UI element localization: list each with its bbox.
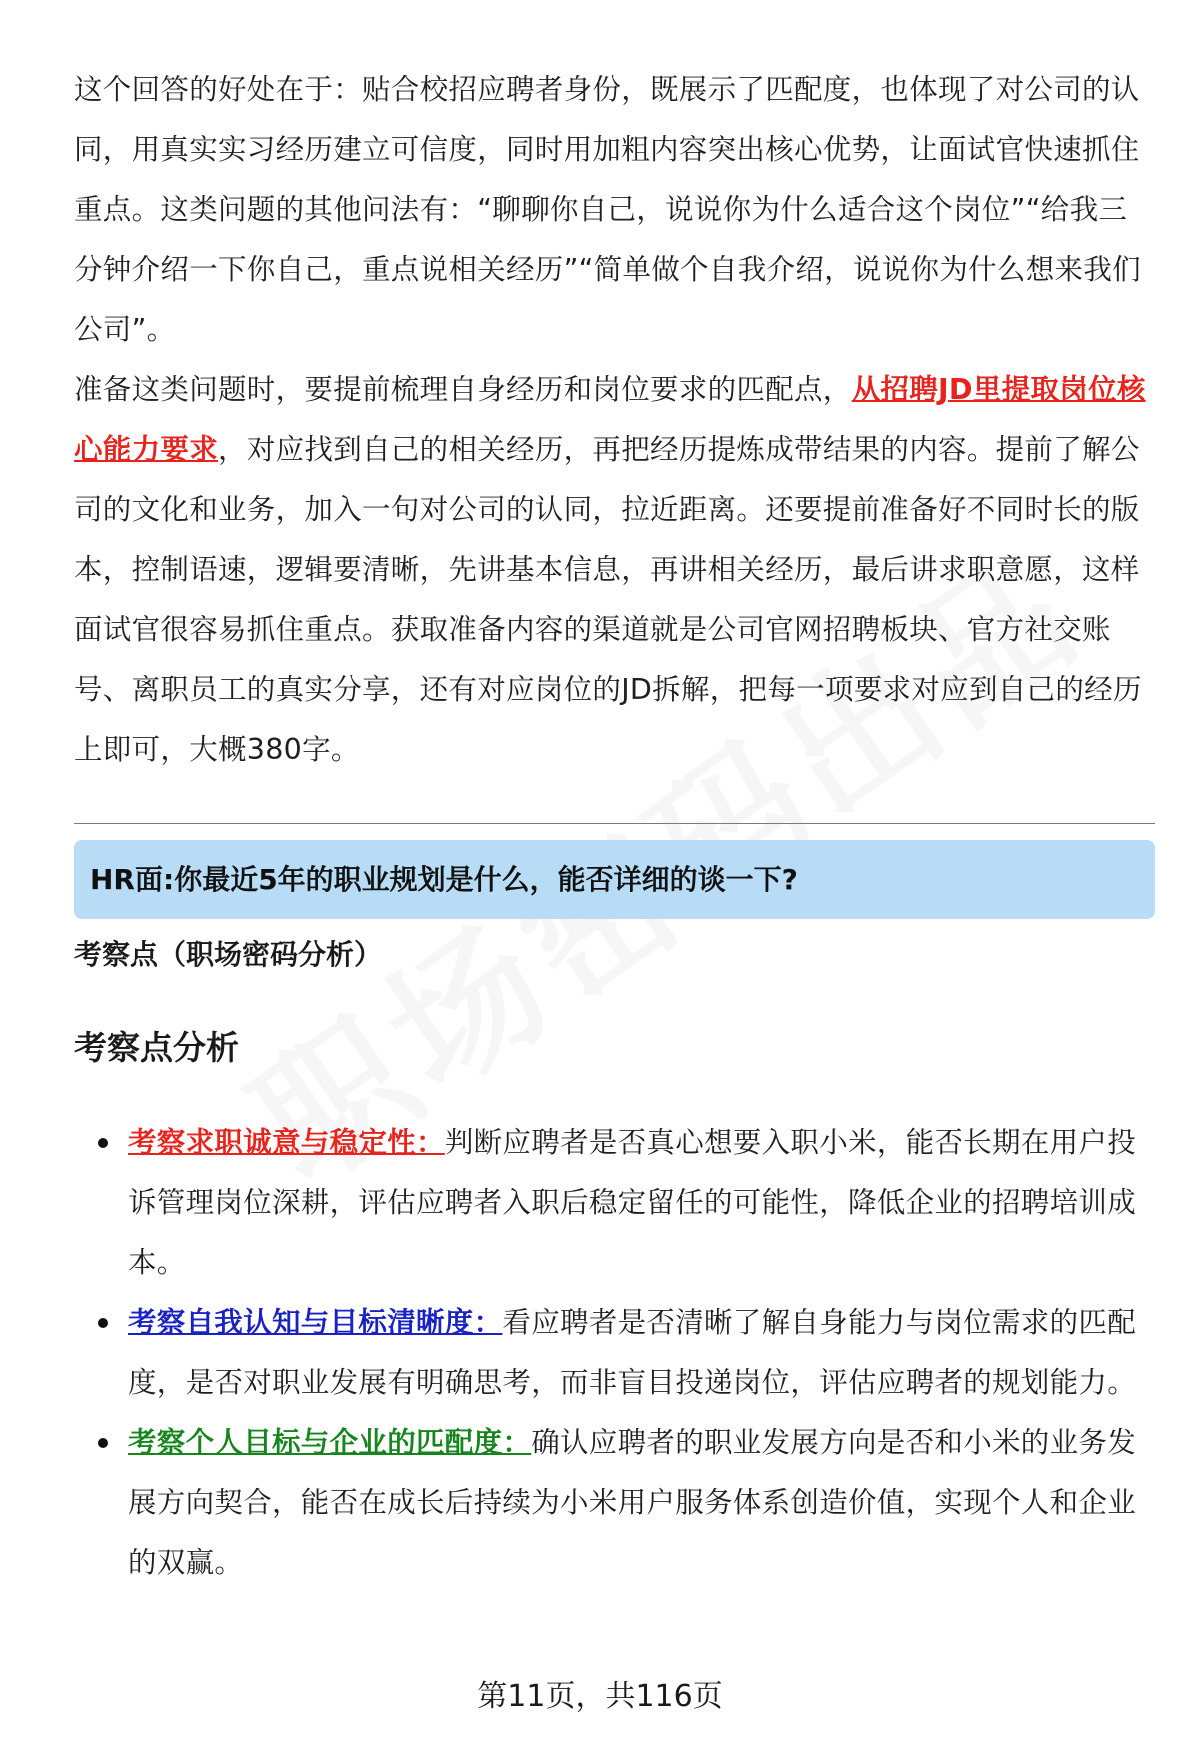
page-number-footer: 第11页，共116页 <box>477 1679 723 1714</box>
section-title: 考察点分析 <box>74 1028 239 1067</box>
bullet-dot <box>98 1438 108 1448</box>
preparation-paragraph <box>74 360 1154 780</box>
interview-question: HR面:你最近5年的职业规划是什么，能否详细的谈一下? <box>90 863 798 896</box>
bullet-text: 判断应聘者是否真心想要入职小米，能否长期在用户投诉管理岗位深耕，评估应聘者入职后稳定留任的可能性，降低企业的招聘培训成本。 <box>128 1126 1137 1279</box>
list-item <box>128 1113 1138 1293</box>
highlighted-key-phrase: 从招聘JD里提取岗位核心能力要求 <box>74 373 1146 466</box>
list-item <box>128 1413 1138 1593</box>
bullet-dot <box>98 1138 108 1148</box>
preparation-text-after: ，对应找到自己的相关经历，再把经历提炼成带结果的内容。提前了解公司的文化和业务，加入一句对公司的认同，拉近距离。还要提前准备好不同时长的版本，控制语速，逻辑要清晰，先讲基本信息，再讲相关经历，最后讲求职意愿，这样面试官很容易抓住重点。获取准备内容的渠道就是公司官网招聘板块、官方社交账号、离职员工的真实分享，还有对应岗位的JD拆解，把每一项要求对应到自己的经历上即可，大概380字。 <box>74 433 1142 766</box>
answer-analysis-paragraph: 这个回答的好处在于：贴合校招应聘者身份，既展示了匹配度，也体现了对公司的认同，用真实实习经历建立可信度，同时用加粗内容突出核心优势，让面试官快速抓住重点。这类问题的其他问法有：“聊聊你自己，说说你为什么适合这个岗位”“给我三分钟介绍一下你自己，重点说相关经历”“简单做个自我介绍，说说你为什么想来我们公司”。 <box>74 73 1141 346</box>
list-item <box>128 1293 1138 1413</box>
bullet-text: 看应聘者是否清晰了解自身能力与岗位需求的匹配度，是否对职业发展有明确思考，而非盲目投递岗位，评估应聘者的规划能力。 <box>128 1306 1137 1399</box>
subheading: 考察点（职场密码分析） <box>74 938 383 971</box>
bullet-lead: 考察自我认知与目标清晰度： <box>128 1306 503 1339</box>
bullet-lead: 考察求职诚意与稳定性： <box>128 1126 445 1159</box>
section-divider <box>74 823 1155 824</box>
bullet-dot <box>98 1318 108 1328</box>
preparation-text-before: 准备这类问题时，要提前梳理自身经历和岗位要求的匹配点， <box>74 373 852 406</box>
question-box <box>74 840 1155 919</box>
analysis-bullet-list <box>0 1113 1200 1593</box>
bullet-lead: 考察个人目标与企业的匹配度： <box>128 1426 532 1459</box>
bullet-text: 确认应聘者的职业发展方向是否和小米的业务发展方向契合，能否在成长后持续为小米用户服务体系创造价值，实现个人和企业的双赢。 <box>128 1426 1137 1579</box>
